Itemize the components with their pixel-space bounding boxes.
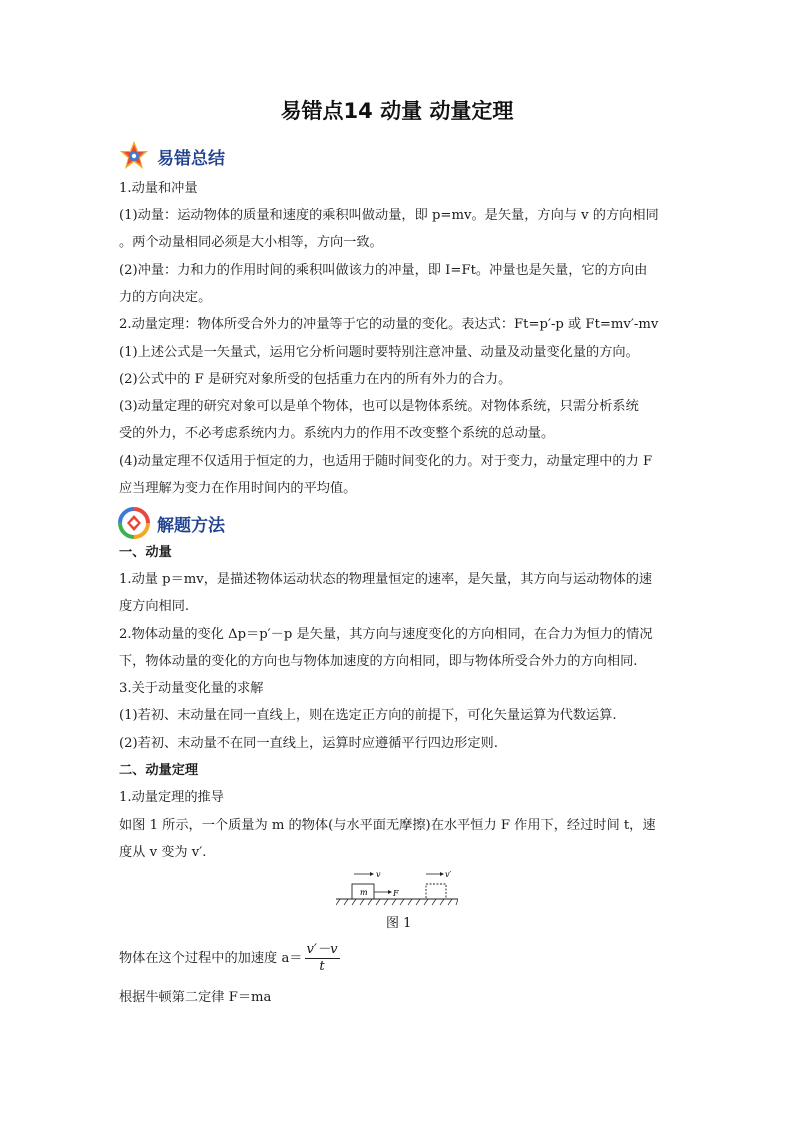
text-line: (2)冲量：力和力的作用时间的乘积叫做该力的冲量，即 I=Ft。冲量也是矢量，它的方向由 [119,263,648,278]
text-line: (4)动量定理不仅适用于恒定的力，也适用于随时间变化的力。对于变力，动量定理中的力 F [119,454,653,469]
formula-prefix: 物体在这个过程中的加速度 a＝ [119,951,303,966]
text-line: 1.动量定理的推导 [119,790,224,805]
text-line: 度方向相同. [119,599,190,614]
subheading-momentum: 一、动量 [119,545,172,560]
text-line: 。两个动量相同必须是大小相等，方向一致。 [119,235,383,250]
text-line: 力的方向决定。 [119,290,212,305]
text-line: 度从 v 变为 v′. [119,845,207,860]
text-line: (3)动量定理的研究对象可以是单个物体，也可以是物体系统。对物体系统，只需分析系统 [119,399,639,414]
section-heading-label: 解题方法 [157,515,225,536]
text-line: 下，物体动量的变化的方向也与物体加速度的方向相同，即与物体所受合外力的方向相同. [119,654,638,669]
text-line: 3.关于动量变化量的求解 [119,681,264,696]
fraction-denominator: t [319,959,325,974]
figure-block-on-surface [336,866,458,910]
label-F: F [393,889,399,898]
ring-logo-icon [117,506,151,540]
text-line: (1)动量：运动物体的质量和速度的乘积叫做动量，即 p=mv。是矢量，方向与 v 的方向相同 [119,208,659,223]
text-line: 1.动量 p＝mv，是描述物体运动状态的物理量恒定的速率，是矢量，其方向与运动物体的速 [119,572,653,587]
text-line: 如图 1 所示，一个质量为 m 的物体(与水平面无摩擦)在水平恒力 F 作用下，经过时间 t，速 [119,818,656,833]
page-title: 易错点14 动量 动量定理 [280,99,514,123]
section-heading-methods [117,505,225,541]
text-line: 2.物体动量的变化 Δp＝p′－p 是矢量，其方向与速度变化的方向相同，在合力为恒力的情况 [119,627,653,642]
star-icon [117,139,151,173]
fraction-numerator: v′－v [306,942,338,957]
section-heading-summary [117,138,225,174]
fraction [305,942,340,975]
label-vprime: v′ [445,870,452,879]
text-line: 根据牛顿第二定律 F＝ma [119,990,272,1005]
label-m: m [360,888,368,897]
text-line: 受的外力，不必考虑系统内力。系统内力的作用不改变整个系统的总动量。 [119,426,555,441]
section-heading-label: 易错总结 [157,148,225,169]
subheading-theorem: 二、动量定理 [119,763,199,778]
text-line: 1.动量和冲量 [119,181,198,196]
text-line: (2)公式中的 F 是研究对象所受的包括重力在内的所有外力的合力。 [119,372,512,387]
text-line: (2)若初、末动量不在同一直线上，运算时应遵循平行四边形定则. [119,736,498,751]
text-line: 应当理解为变力在作用时间内的平均值。 [119,481,357,496]
figure-caption: 图 1 [386,916,412,931]
text-line: 2.动量定理：物体所受合外力的冲量等于它的动量的变化。表达式：Ft=p′-p 或 Ft=mv′-mv [119,317,659,332]
acceleration-formula [119,942,340,976]
text-line: (1)上述公式是一矢量式，运用它分析问题时要特别注意冲量、动量及动量变化量的方向。 [119,345,639,360]
label-v: v [376,870,381,879]
text-line: (1)若初、末动量在同一直线上，则在选定正方向的前提下，可化矢量运算为代数运算. [119,708,617,723]
